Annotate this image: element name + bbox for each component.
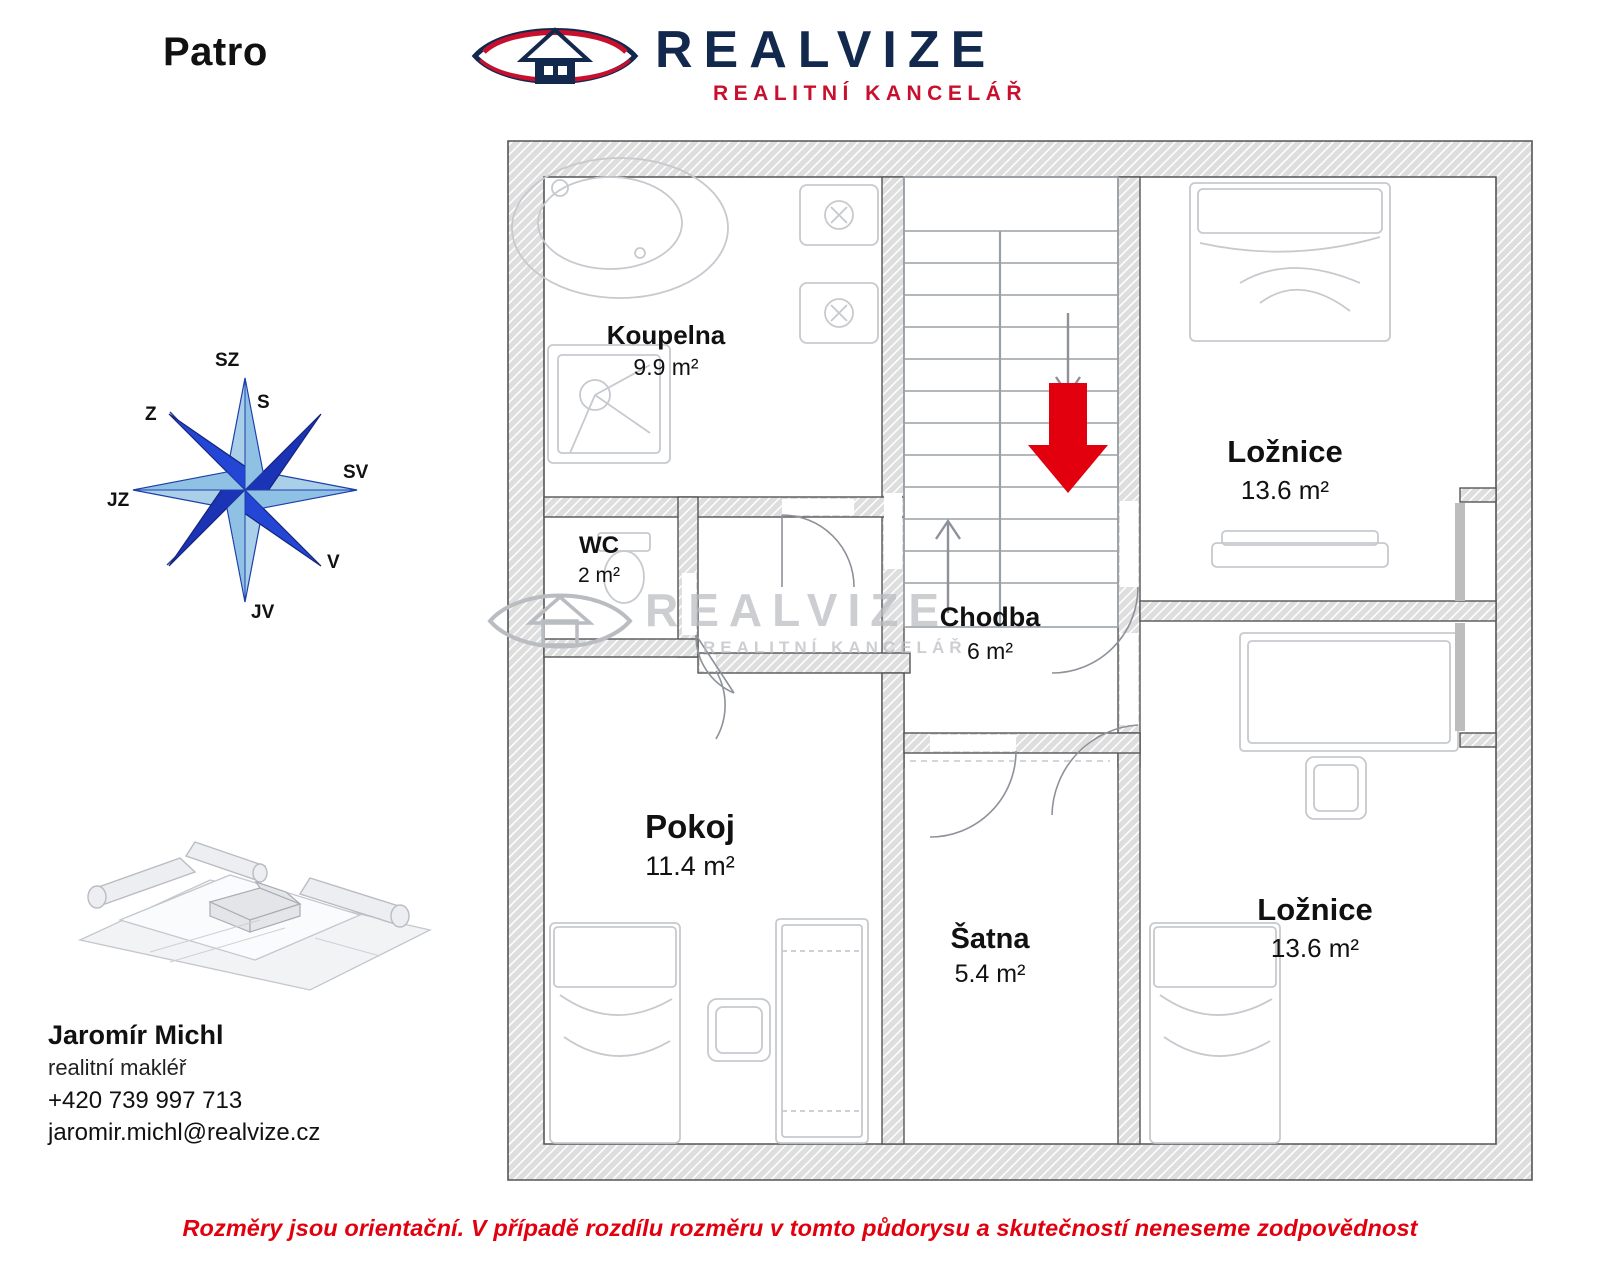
compass-label-z: Z [145,404,157,425]
room-area-loznice-2: 13.6 m² [1270,932,1360,963]
room-area-koupelna: 9.9 m² [633,354,699,381]
door-swings [696,515,1138,837]
staircase [904,177,1118,627]
room-label-loznice-2 [1170,890,1460,965]
brand-subtitle: REALITNÍ KANCELÁŘ [713,82,1027,105]
room-label-koupelna [556,318,776,383]
room-label-loznice-1 [1140,432,1430,507]
agent-phone[interactable]: +420 739 997 713 [48,1087,243,1114]
room-area-chodba: 6 m² [967,637,1013,664]
room-area-wc: 2 m² [578,563,620,587]
compass-label-sz: SZ [215,350,240,371]
room-area-pokoj: 11.4 m² [645,850,735,881]
room-name-loznice-1: Ložnice [1227,434,1343,469]
agent-name: Jaromír Michl [48,1020,224,1050]
compass-rose [95,330,395,640]
room-name-koupelna: Koupelna [606,320,726,350]
bedroom2-furniture [1150,633,1458,1143]
page-title: Patro [163,30,268,74]
room-name-satna: Šatna [950,923,1030,955]
room-area-satna: 5.4 m² [954,960,1026,989]
compass-label-s: S [257,392,270,413]
brand-block [470,8,1110,116]
compass-rose-icon [95,330,395,640]
room-name-pokoj: Pokoj [645,808,735,845]
room-label-wc [524,530,674,589]
room-name-chodba: Chodba [939,602,1041,632]
blueprint-rolls-icon [60,820,440,1000]
agent-role: realitní makléř [48,1055,187,1080]
room-label-pokoj [545,805,835,884]
room-label-satna [870,920,1110,991]
compass-label-jz: JZ [107,490,130,511]
watermark-brand-subtitle: REALITNÍ KANCELÁŘ [703,638,967,657]
compass-label-jv: JV [251,602,275,623]
pokoj-furniture [550,919,868,1143]
agent-card [48,1020,468,1147]
room-label-chodba [850,600,1130,666]
eye-house-logo-icon [470,16,640,94]
room-name-wc: WC [579,532,619,559]
brand-name: REALVIZE [655,21,997,79]
agent-email[interactable]: jaromir.michl@realvize.cz [48,1119,321,1146]
watermark-brand-name: REALVIZE [645,584,950,636]
compass-label-sv: SV [343,462,369,483]
compass-label-v: V [327,552,340,573]
room-name-loznice-2: Ložnice [1257,892,1373,927]
bathroom-fixtures [512,158,878,463]
direction-arrow-down-icon [1028,383,1108,493]
bedroom1-furniture [1190,183,1390,567]
disclaimer-text: Rozměry jsou orientační. V případě rozdílu rozměru v tomto půdorysu a skutečností neneseme zodpovědnost [182,1215,1418,1241]
room-area-loznice-1: 13.6 m² [1240,474,1330,505]
